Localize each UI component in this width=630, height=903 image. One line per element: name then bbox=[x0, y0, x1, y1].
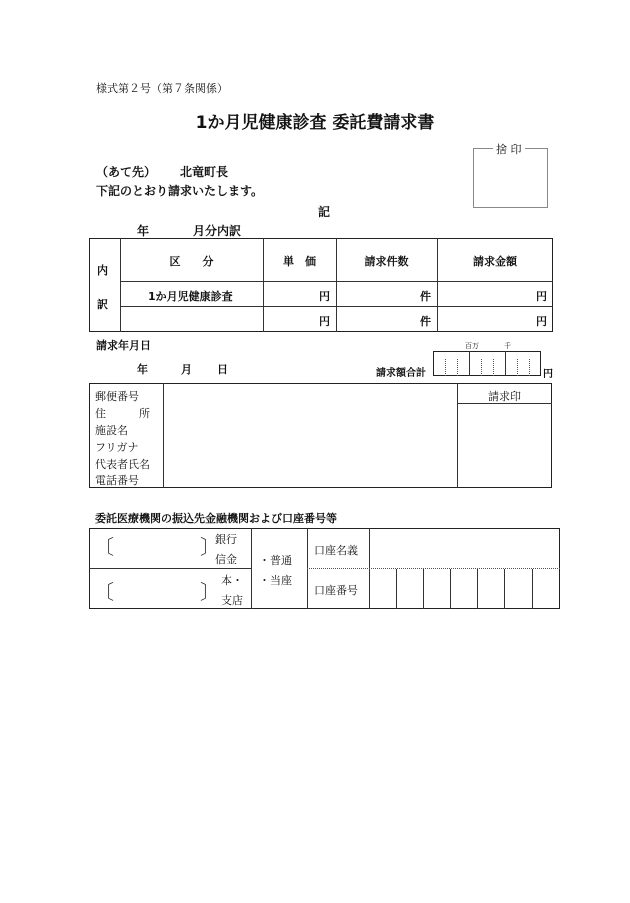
claim-date-year: 年 bbox=[137, 363, 148, 376]
page-title: 1か月児健康診査 委託費請求書 bbox=[195, 113, 435, 133]
form-number: 様式第２号（第７条関係） bbox=[96, 82, 228, 95]
field-representative: 代表者氏名 bbox=[95, 458, 150, 471]
breakdown-month-suffix: 月分内訳 bbox=[193, 224, 242, 238]
claim-seal-area[interactable] bbox=[458, 404, 551, 487]
header-unit-price: 単 価 bbox=[283, 255, 316, 268]
row2-amount-suffix: 円 bbox=[536, 315, 547, 328]
claimant-input-area[interactable] bbox=[163, 384, 457, 487]
total-amount-box[interactable] bbox=[433, 351, 541, 376]
field-facility-name: 施設名 bbox=[95, 424, 128, 437]
claim-date-day: 日 bbox=[217, 363, 228, 376]
bank-heading: 委託医療機関の振込先金融機関および口座番号等 bbox=[95, 512, 337, 525]
total-yen-suffix: 円 bbox=[543, 369, 553, 380]
account-number-label: 口座番号 bbox=[314, 584, 358, 597]
field-postal-code: 郵便番号 bbox=[95, 390, 139, 403]
claim-date-month: 月 bbox=[181, 363, 192, 376]
field-address: 住 所 bbox=[95, 407, 150, 420]
field-furigana: フリガナ bbox=[95, 441, 139, 454]
stamp-box-label: 捨 印 bbox=[493, 141, 525, 157]
account-type-current[interactable]: ・当座 bbox=[259, 574, 292, 587]
header-count: 請求件数 bbox=[364, 255, 409, 268]
field-phone: 電話番号 bbox=[95, 474, 139, 487]
claim-seal-label: 請求印 bbox=[488, 390, 521, 403]
total-label: 請求額合計 bbox=[376, 368, 426, 379]
account-name-label: 口座名義 bbox=[314, 544, 358, 557]
addressee-prefix: （あて先） bbox=[96, 165, 157, 179]
bank-name-input[interactable] bbox=[108, 536, 200, 560]
branch-suffix-main: 本・ bbox=[221, 574, 243, 587]
account-type-ordinary[interactable]: ・普通 bbox=[259, 554, 292, 567]
addressee-name: 北竜町長 bbox=[180, 165, 229, 179]
row1-count-suffix: 件 bbox=[420, 290, 431, 303]
ki-label: 記 bbox=[318, 205, 331, 219]
account-name-input[interactable] bbox=[370, 529, 559, 567]
row1-amount-suffix: 円 bbox=[536, 290, 547, 303]
intro-text: 下記のとおり請求いたします。 bbox=[96, 184, 264, 198]
account-number-input[interactable] bbox=[370, 569, 559, 608]
stamp-box[interactable] bbox=[473, 148, 548, 208]
total-million-label: 百万 bbox=[465, 342, 479, 350]
breakdown-year: 年 bbox=[137, 224, 150, 238]
header-amount: 請求金額 bbox=[473, 255, 517, 268]
header-category: 区 分 bbox=[169, 255, 214, 268]
bank-suffix-shinkin: 信金 bbox=[215, 553, 237, 566]
bank-suffix-bank: 銀行 bbox=[215, 533, 237, 546]
claim-date-label: 請求年月日 bbox=[96, 339, 151, 352]
breakdown-side-label-2: 訳 bbox=[97, 298, 108, 311]
breakdown-side-label-1: 内 bbox=[97, 264, 108, 277]
row2-unit-price-suffix: 円 bbox=[319, 315, 330, 328]
row2-count-suffix: 件 bbox=[420, 315, 431, 328]
branch-name-input[interactable] bbox=[108, 580, 200, 604]
total-thousand-label: 千 bbox=[504, 342, 511, 350]
row1-category: 1か月児健康診査 bbox=[148, 290, 233, 303]
row1-unit-price-suffix: 円 bbox=[319, 290, 330, 303]
branch-suffix-branch: 支店 bbox=[221, 594, 243, 607]
